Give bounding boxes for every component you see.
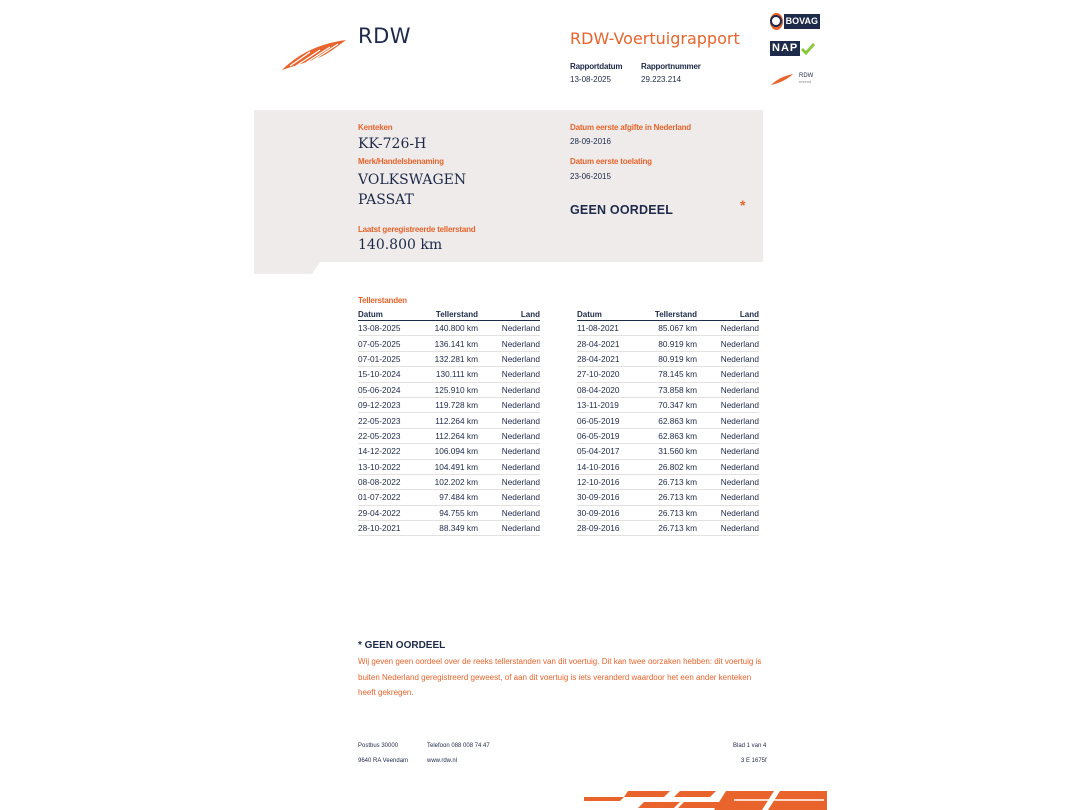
nap-check-icon bbox=[800, 42, 816, 56]
table-row bbox=[577, 505, 759, 520]
cell-date: 28-10-2021 bbox=[358, 521, 428, 536]
vehicle-summary-panel-tab bbox=[254, 262, 320, 274]
report-title: RDW-Voertuigrapport bbox=[570, 29, 740, 48]
note-body: Wij geven geen oordeel over de reeks tellerstanden van dit voertuig. Dit kan twee oorzaken hebben: dit voertuig is buiten Nederland geregistreerd geweest, of aan dit voertuig is iets veranderd waardoor het een ander kenteken heeft gekregen. bbox=[358, 657, 762, 697]
cell-reading: 80.919 km bbox=[647, 336, 697, 351]
first-nl-value: 28-09-2016 bbox=[570, 137, 611, 146]
table-row bbox=[358, 505, 540, 520]
table-row bbox=[358, 382, 540, 397]
cell-date: 28-09-2016 bbox=[577, 521, 647, 536]
cell-reading: 70.347 km bbox=[647, 397, 697, 412]
cell-date: 14-12-2022 bbox=[358, 444, 428, 459]
cell-reading: 112.264 km bbox=[428, 428, 478, 443]
cell-reading: 85.067 km bbox=[647, 321, 697, 336]
cell-country: Nederland bbox=[478, 490, 540, 505]
table-header-row bbox=[577, 309, 759, 321]
cell-country: Nederland bbox=[697, 428, 759, 443]
cell-reading: 104.491 km bbox=[428, 459, 478, 474]
cell-date: 13-08-2025 bbox=[358, 321, 428, 336]
cell-reading: 112.264 km bbox=[428, 413, 478, 428]
cell-country: Nederland bbox=[697, 413, 759, 428]
col-country-header: Land bbox=[697, 309, 759, 321]
cell-reading: 140.800 km bbox=[428, 321, 478, 336]
cell-reading: 26.713 km bbox=[647, 521, 697, 536]
cell-reading: 31.560 km bbox=[647, 444, 697, 459]
table-row bbox=[358, 367, 540, 382]
rdw-logo-text: RDW bbox=[358, 24, 412, 48]
cell-date: 28-04-2021 bbox=[577, 351, 647, 366]
cell-country: Nederland bbox=[697, 336, 759, 351]
cell-country: Nederland bbox=[478, 459, 540, 474]
table-row bbox=[358, 351, 540, 366]
cell-country: Nederland bbox=[697, 397, 759, 412]
table-row bbox=[577, 413, 759, 428]
cell-date: 06-05-2019 bbox=[577, 428, 647, 443]
cell-country: Nederland bbox=[478, 382, 540, 397]
report-date-label: Rapportdatum bbox=[570, 62, 623, 71]
rdw-erkend-badge bbox=[770, 73, 813, 86]
cell-country: Nederland bbox=[478, 413, 540, 428]
cell-date: 05-04-2017 bbox=[577, 444, 647, 459]
cell-date: 05-06-2024 bbox=[358, 382, 428, 397]
table-row bbox=[577, 367, 759, 382]
cell-country: Nederland bbox=[697, 382, 759, 397]
nap-badge bbox=[770, 41, 816, 56]
table-row bbox=[358, 474, 540, 489]
cell-date: 01-07-2022 bbox=[358, 490, 428, 505]
cell-date: 13-11-2019 bbox=[577, 397, 647, 412]
col-reading-header: Tellerstand bbox=[647, 309, 697, 321]
cell-date: 11-08-2021 bbox=[577, 321, 647, 336]
cell-reading: 26.713 km bbox=[647, 474, 697, 489]
first-admission-value: 23-06-2015 bbox=[570, 172, 611, 181]
cell-country: Nederland bbox=[697, 367, 759, 382]
footer-postal: 9640 RA Veendam bbox=[358, 758, 409, 764]
table-row bbox=[577, 351, 759, 366]
cell-date: 07-01-2025 bbox=[358, 351, 428, 366]
cell-country: Nederland bbox=[478, 351, 540, 366]
odometer-table-left bbox=[358, 309, 540, 536]
report-page bbox=[254, 0, 827, 810]
bovag-icon bbox=[770, 13, 783, 30]
cell-reading: 62.863 km bbox=[647, 413, 697, 428]
vehicle-summary-panel bbox=[254, 110, 763, 262]
footer-web[interactable]: www.rdw.nl bbox=[427, 758, 458, 764]
report-number: 29.223.214 bbox=[641, 75, 682, 84]
cell-reading: 26.713 km bbox=[647, 490, 697, 505]
cell-reading: 119.728 km bbox=[428, 397, 478, 412]
table-row bbox=[577, 336, 759, 351]
col-date-header: Datum bbox=[358, 309, 428, 321]
cell-reading: 73.858 km bbox=[647, 382, 697, 397]
report-number-label: Rapportnummer bbox=[641, 62, 701, 71]
verdict-asterisk: * bbox=[740, 197, 746, 213]
cell-country: Nederland bbox=[478, 428, 540, 443]
cell-reading: 125.910 km bbox=[428, 382, 478, 397]
odometer-section-title: Tellerstanden bbox=[358, 296, 407, 305]
table-header-row bbox=[358, 309, 540, 321]
table-row bbox=[358, 521, 540, 536]
table-row bbox=[577, 459, 759, 474]
table-row bbox=[358, 397, 540, 412]
cell-country: Nederland bbox=[478, 397, 540, 412]
rdw-small-subtext: erkend bbox=[799, 79, 812, 84]
table-row bbox=[577, 444, 759, 459]
report-date: 13-08-2025 bbox=[570, 75, 611, 84]
cell-country: Nederland bbox=[478, 321, 540, 336]
cell-country: Nederland bbox=[697, 444, 759, 459]
cell-country: Nederland bbox=[697, 459, 759, 474]
cell-reading: 26.802 km bbox=[647, 459, 697, 474]
cell-date: 08-04-2020 bbox=[577, 382, 647, 397]
cell-date: 14-10-2016 bbox=[577, 459, 647, 474]
cell-country: Nederland bbox=[478, 336, 540, 351]
cell-reading: 94.755 km bbox=[428, 505, 478, 520]
odometer-table-right bbox=[577, 309, 759, 536]
rdw-feather-logo-icon bbox=[280, 36, 350, 72]
plate-value: KK-726-H bbox=[358, 136, 427, 152]
cell-country: Nederland bbox=[478, 367, 540, 382]
make-label: Merk/Handelsbenaming bbox=[358, 157, 444, 166]
cell-country: Nederland bbox=[697, 505, 759, 520]
cell-date: 15-10-2024 bbox=[358, 367, 428, 382]
table-row bbox=[577, 397, 759, 412]
col-country-header: Land bbox=[478, 309, 540, 321]
odometer-value: 140.800 km bbox=[358, 237, 443, 253]
model-value: PASSAT bbox=[358, 192, 414, 208]
cell-date: 22-05-2023 bbox=[358, 428, 428, 443]
table-row bbox=[358, 428, 540, 443]
nap-text: NAP bbox=[772, 42, 799, 54]
footer-phone: Telefoon 088 008 74 47 bbox=[427, 743, 490, 749]
cell-country: Nederland bbox=[478, 444, 540, 459]
cell-country: Nederland bbox=[697, 321, 759, 336]
cell-country: Nederland bbox=[697, 490, 759, 505]
cell-date: 29-04-2022 bbox=[358, 505, 428, 520]
cell-reading: 130.111 km bbox=[428, 367, 478, 382]
bovag-badge bbox=[770, 12, 820, 30]
footer-po-box: Postbus 30000 bbox=[358, 743, 399, 749]
cell-reading: 97.484 km bbox=[428, 490, 478, 505]
cell-date: 27-10-2020 bbox=[577, 367, 647, 382]
note-title: * GEEN OORDEEL bbox=[358, 640, 446, 651]
cell-date: 13-10-2022 bbox=[358, 459, 428, 474]
verdict-text: GEEN OORDEEL bbox=[570, 203, 674, 217]
table-row bbox=[358, 490, 540, 505]
decorative-stripes-icon bbox=[584, 788, 827, 810]
rdw-small-text: RDW bbox=[799, 73, 814, 79]
table-row bbox=[577, 490, 759, 505]
table-row bbox=[577, 382, 759, 397]
cell-country: Nederland bbox=[478, 505, 540, 520]
first-admission-label: Datum eerste toelating bbox=[570, 157, 652, 166]
table-row bbox=[358, 321, 540, 336]
footer-code: 3 E 1675f bbox=[741, 758, 767, 764]
cell-date: 06-05-2019 bbox=[577, 413, 647, 428]
table-row bbox=[577, 521, 759, 536]
col-date-header: Datum bbox=[577, 309, 647, 321]
cell-reading: 132.281 km bbox=[428, 351, 478, 366]
cell-date: 30-09-2016 bbox=[577, 490, 647, 505]
cell-reading: 62.863 km bbox=[647, 428, 697, 443]
cell-reading: 106.094 km bbox=[428, 444, 478, 459]
cell-reading: 102.202 km bbox=[428, 474, 478, 489]
cell-country: Nederland bbox=[478, 474, 540, 489]
cell-date: 30-09-2016 bbox=[577, 505, 647, 520]
cell-country: Nederland bbox=[697, 521, 759, 536]
plate-label: Kenteken bbox=[358, 123, 393, 132]
cell-reading: 80.919 km bbox=[647, 351, 697, 366]
cell-country: Nederland bbox=[697, 351, 759, 366]
cell-date: 08-08-2022 bbox=[358, 474, 428, 489]
cell-date: 28-04-2021 bbox=[577, 336, 647, 351]
cell-country: Nederland bbox=[478, 521, 540, 536]
cell-country: Nederland bbox=[697, 474, 759, 489]
table-row bbox=[358, 444, 540, 459]
cell-date: 09-12-2023 bbox=[358, 397, 428, 412]
first-nl-label: Datum eerste afgifte in Nederland bbox=[570, 123, 691, 132]
cell-reading: 88.349 km bbox=[428, 521, 478, 536]
cell-reading: 26.713 km bbox=[647, 505, 697, 520]
cell-date: 12-10-2016 bbox=[577, 474, 647, 489]
table-row bbox=[577, 321, 759, 336]
cell-date: 07-05-2025 bbox=[358, 336, 428, 351]
odometer-label: Laatst geregistreerde tellerstand bbox=[358, 225, 476, 234]
table-row bbox=[577, 474, 759, 489]
cell-date: 22-05-2023 bbox=[358, 413, 428, 428]
table-row bbox=[358, 459, 540, 474]
cell-reading: 78.145 km bbox=[647, 367, 697, 382]
bovag-text: BOVAG bbox=[784, 14, 820, 29]
table-row bbox=[358, 336, 540, 351]
rdw-small-feather-icon bbox=[770, 73, 794, 86]
col-reading-header: Tellerstand bbox=[428, 309, 478, 321]
cell-reading: 136.141 km bbox=[428, 336, 478, 351]
footer-page: Blad 1 van 4 bbox=[733, 743, 767, 749]
make-value: VOLKSWAGEN bbox=[358, 172, 467, 188]
table-row bbox=[577, 428, 759, 443]
table-row bbox=[358, 413, 540, 428]
